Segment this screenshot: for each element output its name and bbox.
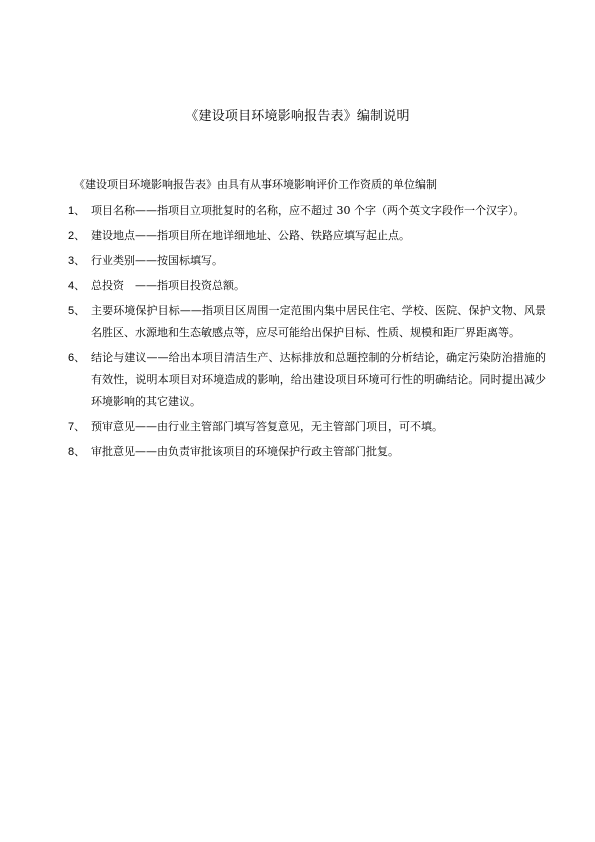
item-text: 行业类别——按国标填写。 xyxy=(91,254,223,267)
list-item xyxy=(68,441,546,463)
item-text: 项目名称——指项目立项批复时的名称，应不超过 30 个字（两个英文字段作一个汉字）。 xyxy=(91,204,525,217)
item-text: 结论与建议——给出本项目清洁生产、达标排放和总题控制的分析结论，确定污染防治措施的有效性，说明本项目对环境造成的影响，给出建设项目环境可行性的明确结论。同时提出减少环境影响的其它建议。 xyxy=(91,351,546,408)
list-item xyxy=(68,200,546,222)
item-number: 7、 xyxy=(68,421,86,433)
item-text: 审批意见——由负责审批该项目的环境保护行政主管部门批复。 xyxy=(91,445,399,458)
list-item xyxy=(68,225,546,247)
instruction-list xyxy=(68,200,546,466)
item-number: 8、 xyxy=(68,446,86,458)
item-number: 2、 xyxy=(68,230,86,242)
document-intro: 《建设项目环境影响报告表》由具有从事环境影响评价工作资质的单位编制 xyxy=(74,178,437,191)
item-text: 总投资 ——指项目投资总额。 xyxy=(91,279,245,292)
item-text: 预审意见——由行业主管部门填写答复意见，无主管部门项目，可不填。 xyxy=(91,420,443,433)
item-number: 3、 xyxy=(68,255,86,267)
item-number: 1、 xyxy=(68,205,86,217)
item-number: 5、 xyxy=(68,305,86,317)
document-title: 《建设项目环境影响报告表》编制说明 xyxy=(185,109,410,124)
list-item xyxy=(68,416,546,438)
item-number: 6、 xyxy=(68,352,86,364)
item-text: 主要环境保护目标——指项目区周围一定范围内集中居民住宅、学校、医院、保护文物、风景名胜区、水源地和生态敏感点等，应尽可能给出保护目标、性质、规模和距厂界距离等。 xyxy=(91,304,546,339)
item-number: 4、 xyxy=(68,280,86,292)
list-item xyxy=(68,275,546,297)
item-text: 建设地点——指项目所在地详细地址、公路、铁路应填写起止点。 xyxy=(91,229,410,242)
list-item xyxy=(68,347,546,413)
list-item xyxy=(68,250,546,272)
list-item xyxy=(68,300,546,344)
